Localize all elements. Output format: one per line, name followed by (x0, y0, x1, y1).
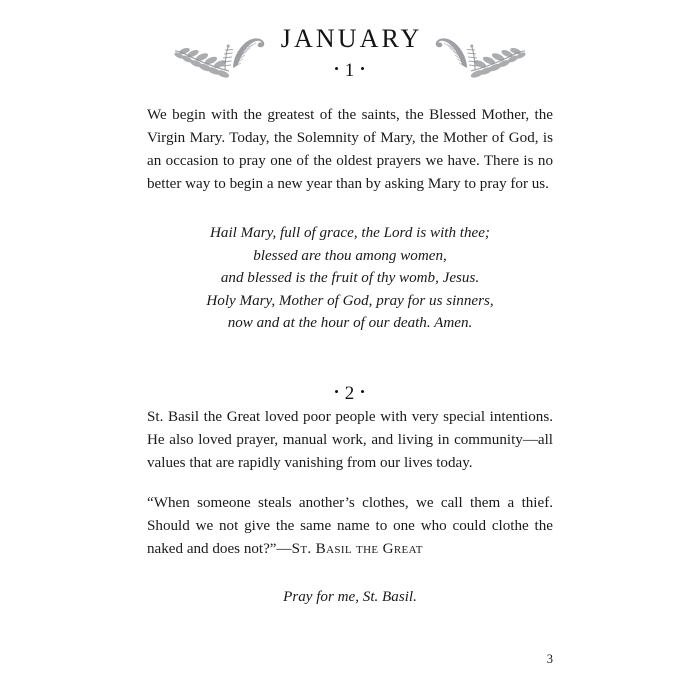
day-dot-left: • (334, 61, 340, 76)
month-title: JANUARY (280, 24, 423, 53)
day-dot-right: • (360, 61, 366, 76)
entry-2-closing-line: Pray for me, St. Basil. (283, 588, 417, 605)
prayer-line: now and at the hour of our death. Amen. (227, 315, 473, 332)
entry-1-paragraph: We begin with the greatest of the saints, the Blessed Mother, the Virgin Mary. Today, the Solemnity of Mary, the Mother of God, is an occasion to pray one of the oldest prayers we have. There is no better way to begin a new year than by asking Mary to pray for us. (147, 107, 553, 192)
prayer-line: and blessed is the fruit of thy womb, Jesus. (220, 270, 480, 287)
entry-2-paragraph: St. Basil the Great loved poor people with very special intentions. He also loved prayer, manual work, and living in community—all values that are rapidly vanishing from our lives today. (147, 408, 553, 471)
floral-laurel-ornament-right-icon (433, 34, 529, 80)
quote-attribution: St. Basil the Great (291, 540, 423, 557)
entry-1-prayer-block (147, 222, 553, 335)
entry-2-number: 2 (344, 382, 356, 404)
entry-2-quote (147, 492, 553, 561)
entry-2-day-heading (147, 383, 553, 406)
page-header (147, 24, 553, 90)
prayer-line: blessed are thou among women, (253, 247, 447, 264)
page-number: 3 (546, 652, 553, 666)
prayer-line: Hail Mary, full of grace, the Lord is with thee; (210, 225, 490, 241)
entry-2-dot-left: • (334, 383, 340, 399)
prayer-line: Holy Mary, Mother of God, pray for us sinners, (206, 292, 494, 309)
day-number-value: 1 (344, 60, 356, 81)
entry-2-dot-right: • (360, 383, 366, 399)
text-column (147, 104, 553, 608)
quote-text: “When someone steals another’s clothes, we call them a thief. Should we not give the same name to one who could clothe the naked and does not?”— (147, 494, 553, 557)
